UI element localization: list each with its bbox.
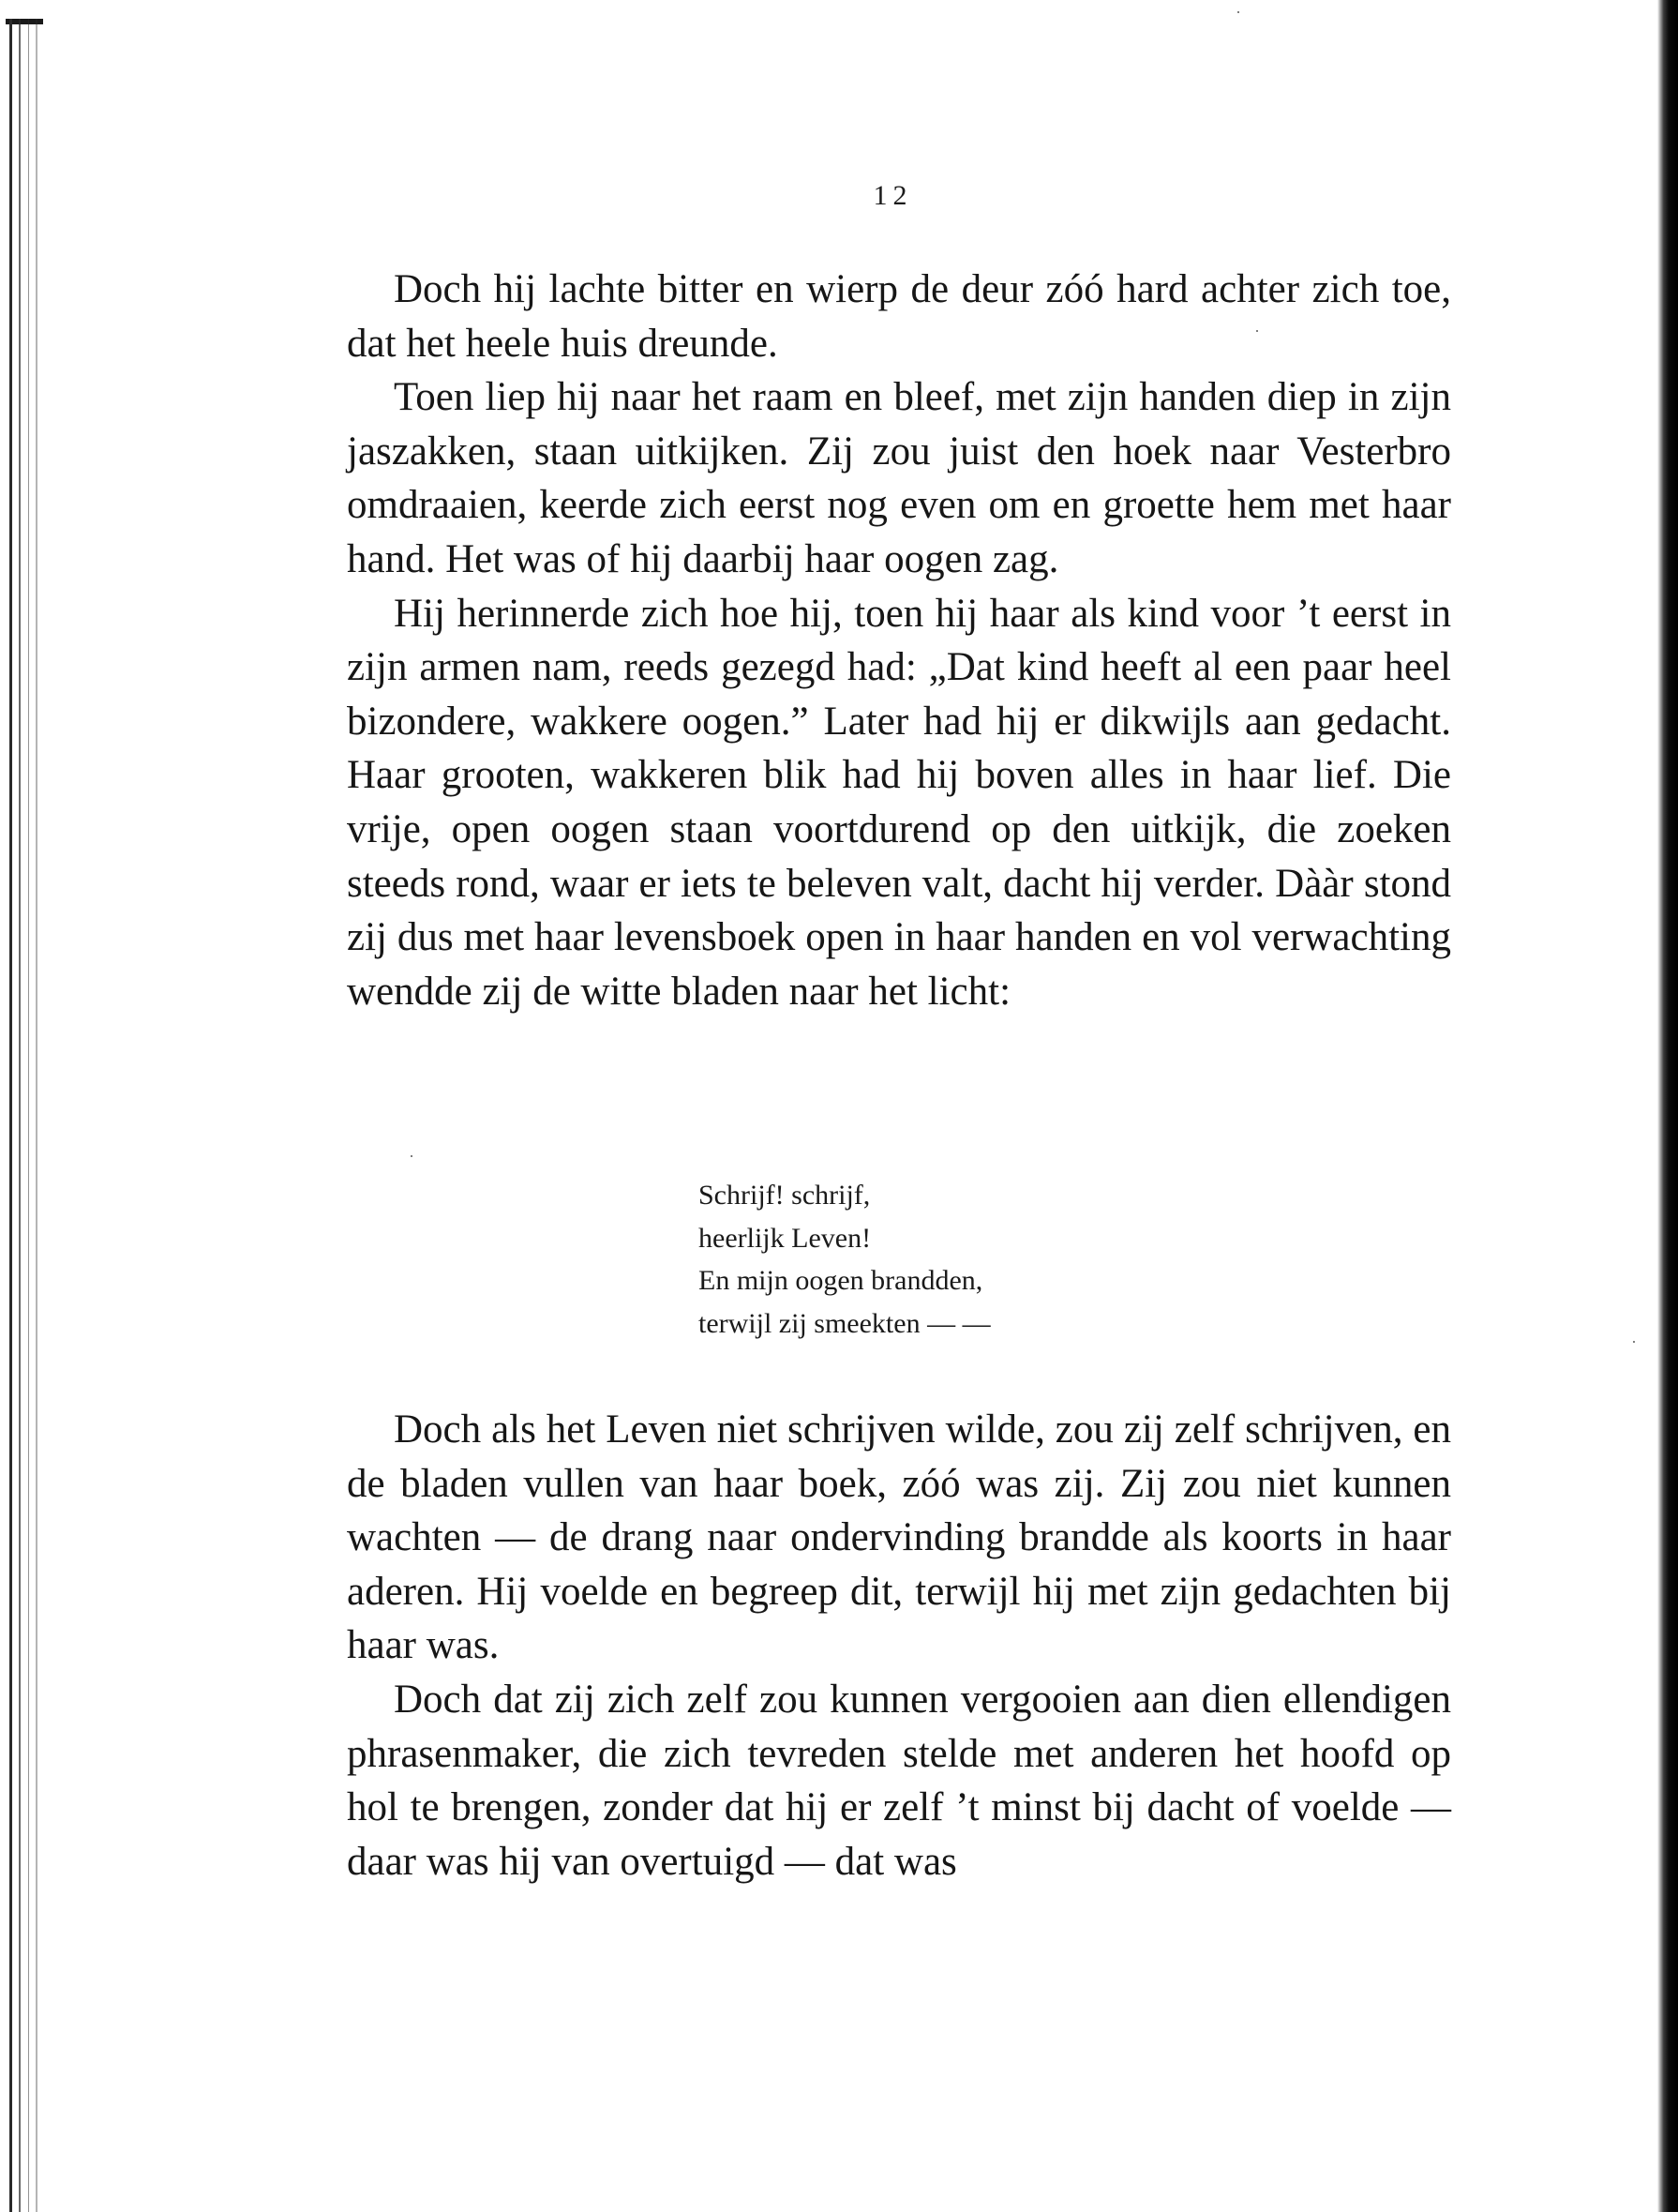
poem-line: terwijl zij smeekten — —	[698, 1307, 991, 1339]
scan-speck	[1237, 11, 1239, 13]
text-block-bottom	[347, 1403, 1451, 1888]
text-block-top	[347, 263, 1451, 1018]
paragraph: Hij herinnerde zich hoe hij, toen hij haar als kind voor ’t eerst in zijn armen nam, reeds gezegd had: „Dat kind heeft al een paar heel bizondere, wakkere oogen.” Later had hij er dikwijls aan gedacht. Haar grooten, wakkeren blik had hij boven alles in haar lief. Die vrije, open oogen staan voortdurend op den uitkijk, die zoeken steeds rond, waar er iets te beleven valt, dacht hij verder. Dààr stond zij dus met haar levensboek open in haar handen en vol verwachting wendde zij de witte bladen naar het licht:	[347, 591, 1451, 1014]
poem-line: Schrijf! schrijf,	[698, 1180, 871, 1211]
scan-left-edge	[6, 19, 41, 2212]
paragraph: Toen liep hij naar het raam en bleef, met zijn handen diep in zijn jaszakken, staan uitkijken. Zij zou juist den hoek naar Vesterbro omdraaien, keerde zich eerst nog even om en groette hem met haar hand. Het was of hij daarbij haar oogen zag.	[347, 375, 1451, 581]
scan-speck	[411, 1155, 412, 1157]
poem-line: heerlijk Leven!	[698, 1222, 872, 1254]
scan-right-edge	[1657, 0, 1678, 2212]
paragraph: Doch als het Leven niet schrijven wilde, zou zij zelf schrijven, en de bladen vullen van haar boek, zóó was zij. Zij zou niet kunnen wachten — de drang naar ondervinding brandde als koorts in haar aderen. Hij voelde en begreep dit, terwijl hij met zijn gedachten bij haar was.	[347, 1407, 1451, 1668]
poem-line: En mijn oogen brandden,	[698, 1265, 983, 1296]
scan-speck	[1633, 1341, 1635, 1343]
scan-speck	[1256, 330, 1258, 332]
poem-quote	[698, 1174, 991, 1345]
paragraph: Doch dat zij zich zelf zou kunnen vergooien aan dien ellendigen phrasenmaker, die zich tevreden stelde met anderen het hoofd op hol te brengen, zonder dat hij er zelf ’t minst bij dacht of voelde — daar was hij van overtuigd — dat was	[347, 1677, 1451, 1884]
paragraph: Doch hij lachte bitter en wierp de deur zóó hard achter zich toe, dat het heele huis dreunde.	[347, 267, 1451, 366]
page-number: 12	[873, 180, 913, 211]
